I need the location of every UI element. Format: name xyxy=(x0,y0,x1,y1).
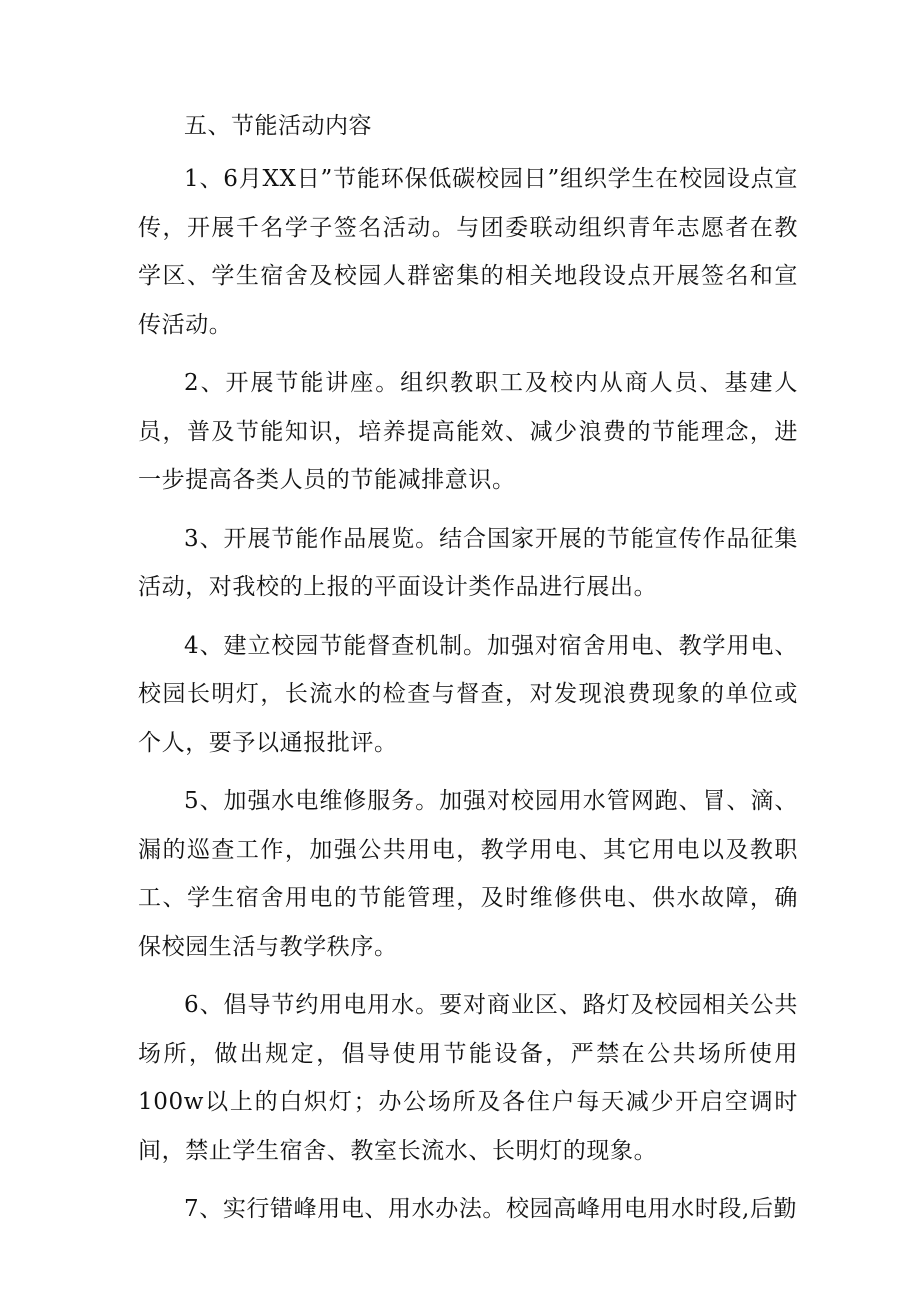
paragraph-2: 2、开展节能讲座。组织教职工及校内从商人员、基建人员，普及节能知识，培养提高能效、减少浪费的节能理念，进一步提高各类人员的节能减排意识。 xyxy=(138,370,798,493)
section-heading: 五、节能活动内容 xyxy=(184,113,372,139)
document-page xyxy=(138,108,798,1244)
paragraph-1: 1、6月XX日”节能环保低碳校园日”组织学生在校园设点宣传，开展千名学子签名活动。与团委联动组织青年志愿者在教学区、学生宿舍及校园人群密集的相关地段设点开展签名和宣传活动。 xyxy=(138,166,798,338)
paragraph-6: 6、倡导节约用电用水。要对商业区、路灯及校园相关公共场所，做出规定，倡导使用节能设备，严禁在公共场所使用100w以上的白炽灯；办公场所及各住户每天减少开启空调时间，禁止学生宿舍、教室长流水、长明灯的现象。 xyxy=(138,992,798,1164)
paragraph-5: 5、加强水电维修服务。加强对校园用水管网跑、冒、滴、漏的巡查工作，加强公共用电，教学用电、其它用电以及教职工、学生宿舍用电的节能管理，及时维修供电、供水故障，确保校园生活与教学秩序。 xyxy=(138,788,798,960)
paragraph-4: 4、建立校园节能督查机制。加强对宿舍用电、教学用电、校园长明灯，长流水的检查与督查，对发现浪费现象的单位或个人，要予以通报批评。 xyxy=(138,632,798,756)
paragraph-3: 3、开展节能作品展览。结合国家开展的节能宣传作品征集活动，对我校的上报的平面设计类作品进行展出。 xyxy=(138,525,798,600)
paragraph-7: 7、实行错峰用电、用水办法。校园高峰用电用水时段,后勤 xyxy=(184,1196,798,1222)
